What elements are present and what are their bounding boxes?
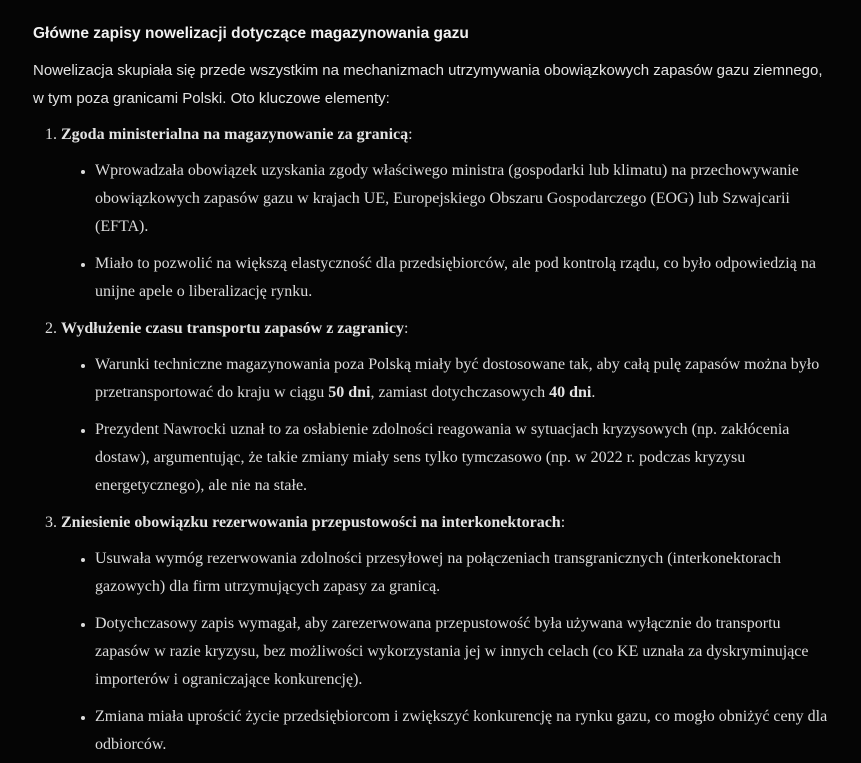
bullet-list: [45, 157, 831, 306]
item-title: Wydłużenie czasu transportu zapasów z zagranicy: [61, 320, 404, 337]
numbered-item: 3. Zniesienie obowiązku rezerwowania przepustowości na interkonektorach: • Usuwała wymóg rezerwowania zdolności przesyłowej na połączeniach transgranicznych (interkonektorach gazowych) dla firm utrzymujących zapasy za granicą. • Dotychczasowy zapis wymagał, aby zarezerwowana przepustowość była używana wyłącznie do transportu zapasów w razie kryzysu, bez możliwości wykorzystania jej w innych celach (co KE uznała za dyskryminujące importerów i ograniczające konkurencję). • Zmiana miała uprościć życie przedsiębiorcom i zwiększyć konkurencję na rynku gazu, co mogło obniżyć ceny dla odbiorców.: [45, 509, 831, 759]
bullet-item: • Prezydent Nawrocki uznał to za osłabienie zdolności reagowania w sytuacjach kryzysowych (np. zakłócenia dostaw), argumentując, że takie zmiany miały sens tylko tymczasowo (np. w 2022 r. podczas kryzysu energetycznego), ale nie na stałe.: [95, 416, 831, 500]
bullet-item: • Warunki techniczne magazynowania poza Polską miały być dostosowane tak, aby całą pulę zapasów można było przetransportować do kraju w ciągu 50 dni, zamiast dotychczasowych 40 dni.: [95, 351, 831, 407]
item-number: 3.: [45, 514, 57, 531]
numbered-item: 2. Wydłużenie czasu transportu zapasów z zagranicy: • Warunki techniczne magazynowania poza Polską miały być dostosowane tak, aby całą pulę zapasów można było przetransportować do kraju w ciągu 50 dni, zamiast dotychczasowych 40 dni. • Prezydent Nawrocki uznał to za osłabienie zdolności reagowania w sytuacjach kryzysowych (np. zakłócenia dostaw), argumentując, że takie zmiany miały sens tylko tymczasowo (np. w 2022 r. podczas kryzysu energetycznego), ale nie na stałe.: [45, 315, 831, 500]
bullet-item: • Miało to pozwolić na większą elastyczność dla przedsiębiorców, ale pod kontrolą rządu, co było odpowiedzią na unijne apele o liberalizację rynku.: [95, 250, 831, 306]
intro-paragraph: Nowelizacja skupiała się przede wszystkim na mechanizmach utrzymywania obowiązkowych zapasów gazu ziemnego, w tym poza granicami Polski. Oto kluczowe elementy:: [33, 62, 823, 107]
bullet-item: • Wprowadzała obowiązek uzyskania zgody właściwego ministra (gospodarki lub klimatu) na przechowywanie obowiązkowych zapasów gazu w krajach UE, Europejskiego Obszaru Gospodarczego (EOG) lub Szwajcarii (EFTA).: [95, 157, 831, 241]
message-content: [33, 20, 831, 759]
item-title: Zniesienie obowiązku rezerwowania przepustowości na interkonektorach: [61, 514, 561, 531]
bullet-list: [45, 351, 831, 500]
bullet-list: [45, 545, 831, 759]
bullet-item: • Dotychczasowy zapis wymagał, aby zarezerwowana przepustowość była używana wyłącznie do transportu zapasów w razie kryzysu, bez możliwości wykorzystania jej w innych celach (co KE uznała za dyskryminujące importerów i ograniczające konkurencję).: [95, 610, 831, 694]
numbered-list: [33, 121, 831, 759]
bullet-item: • Usuwała wymóg rezerwowania zdolności przesyłowej na połączeniach transgranicznych (interkonektorach gazowych) dla firm utrzymujących zapasy za granicą.: [95, 545, 831, 601]
item-number: 2.: [45, 320, 57, 337]
numbered-item: 1. Zgoda ministerialna na magazynowanie za granicą: • Wprowadzała obowiązek uzyskania zgody właściwego ministra (gospodarki lub klimatu) na przechowywanie obowiązkowych zapasów gazu w krajach UE, Europejskiego Obszaru Gospodarczego (EOG) lub Szwajcarii (EFTA). • Miało to pozwolić na większą elastyczność dla przedsiębiorców, ale pod kontrolą rządu, co było odpowiedzią na unijne apele o liberalizację rynku.: [45, 121, 831, 306]
bullet-item: • Zmiana miała uprościć życie przedsiębiorcom i zwiększyć konkurencję na rynku gazu, co mogło obniżyć ceny dla odbiorców.: [95, 703, 831, 759]
item-title: Zgoda ministerialna na magazynowanie za granicą: [61, 126, 409, 143]
section-heading: Główne zapisy nowelizacji dotyczące magazynowania gazu: [33, 25, 469, 42]
item-number: 1.: [45, 126, 57, 143]
